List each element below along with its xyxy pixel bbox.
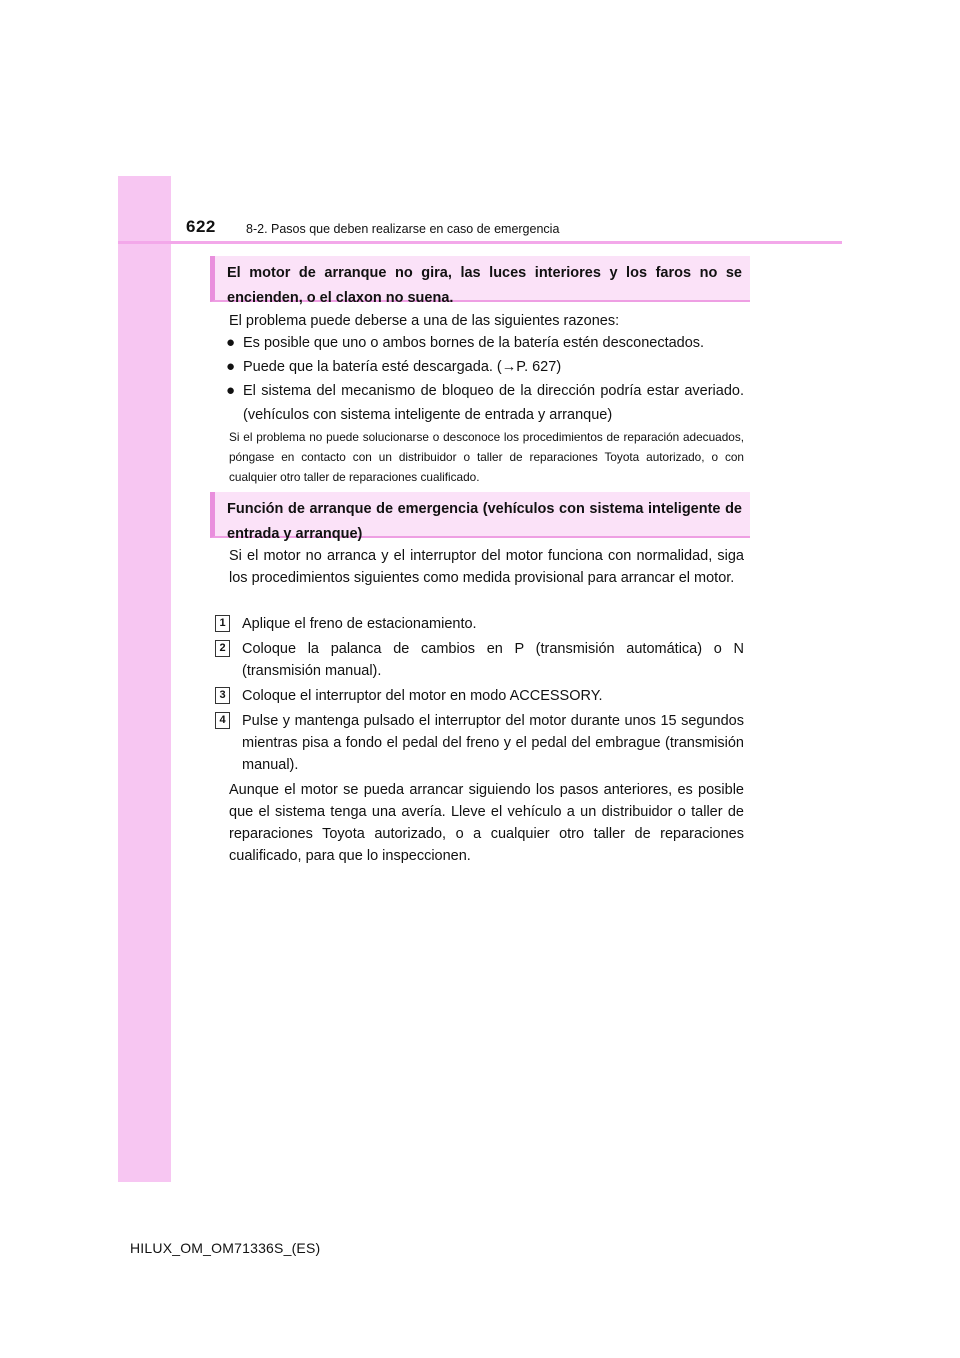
- bullet-item: [226, 331, 744, 355]
- bullet-icon: ●: [226, 358, 236, 375]
- bullet-icon: ●: [226, 382, 236, 399]
- step-number-badge: 4: [215, 712, 230, 729]
- page-side-tab: [118, 176, 171, 1182]
- step-number-badge: 2: [215, 640, 230, 657]
- section1-title: El motor de arranque no gira, las luces interiores y los faros no se encienden, o el claxon no suena.: [227, 265, 742, 306]
- step-item: [215, 710, 744, 776]
- bullet-text: Puede que la batería esté descargada. (→P. 627): [243, 359, 562, 375]
- section2-intro: Si el motor no arranca y el interruptor del motor funciona con normalidad, siga los procedimientos siguientes como medida provisional para arrancar el motor.: [229, 548, 744, 586]
- section1-title-box: [210, 256, 750, 306]
- chapter-section-title: 8-2. Pasos que deben realizarse en caso de emergencia: [246, 222, 560, 236]
- bullet-icon: ●: [226, 334, 236, 351]
- bullet-item: [226, 355, 744, 379]
- page-number: 622: [186, 217, 216, 236]
- section2-title: Función de arranque de emergencia (vehículos con sistema inteligente de entrada y arranque): [227, 501, 742, 542]
- step-item: [215, 613, 744, 635]
- step-text: Coloque el interruptor del motor en modo ACCESSORY.: [242, 688, 603, 704]
- step-text: Aplique el freno de estacionamiento.: [242, 616, 477, 632]
- section2-outro: Aunque el motor se pueda arrancar siguiendo los pasos anteriores, es posible que el sistema tenga una avería. Lleve el vehículo a un distribuidor o taller de reparaciones Toyota autorizado, o a cualquier otro taller de reparaciones cualificado, para que lo inspeccionen.: [229, 782, 744, 864]
- step-text: Coloque la palanca de cambios en P (transmisión automática) o N (transmisión manual).: [242, 641, 744, 679]
- step-number-badge: 1: [215, 615, 230, 632]
- step-number-badge: 3: [215, 687, 230, 704]
- document-code: HILUX_OM_OM71336S_(ES): [130, 1240, 321, 1256]
- step-item: [215, 638, 744, 682]
- bullet-text: El sistema del mecanismo de bloqueo de la dirección podría estar averiado. (vehículos con sistema inteligente de entrada y arranque): [243, 383, 744, 423]
- section1-intro: El problema puede deberse a una de las siguientes razones:: [229, 313, 620, 329]
- step-item: [215, 685, 744, 707]
- bullet-text: Es posible que uno o ambos bornes de la batería estén desconectados.: [243, 335, 705, 351]
- step-text: Pulse y mantenga pulsado el interruptor del motor durante unos 15 segundos mientras pisa a fondo el pedal del freno y el pedal del embrague (transmisión manual).: [242, 713, 744, 773]
- section2-title-box: [210, 492, 750, 542]
- bullet-item: [226, 379, 744, 427]
- section1-note: Si el problema no puede solucionarse o desconoce los procedimientos de reparación adecuados, póngase en contacto con un distribuidor o taller de reparaciones Toyota autorizado, o con cualquier otro taller de reparaciones cualificado.: [229, 430, 744, 484]
- header-divider: [118, 241, 842, 244]
